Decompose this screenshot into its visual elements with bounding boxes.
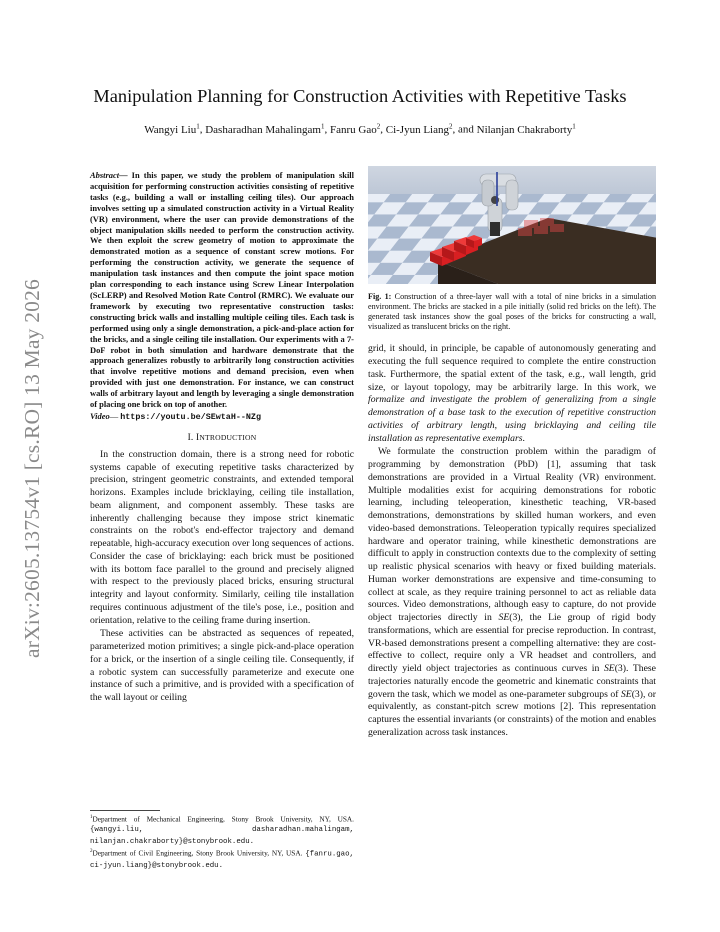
intro-paragraph: In the construction domain, there is a strong need for robotic systems capable of executing repetitive tasks characterized by precision, stringent geometric constraints, and extended temporal horizons. Examples include bricklaying, ceiling tile installation, beam alignment, and component assembly. These tasks are inherently challenging because they impose strict kinematic constraints on the robot's end-effector trajectory and demand repeatable, high-accuracy execution over long sequences of actions. Consider the case of bricklaying: each brick must be positioned with its bottom face parallel to the ground and precisely aligned with respect to the previously placed bricks, ensuring structural integrity and layout conformity. Similarly, ceiling tile installation requires continuous adjustment of the tile's pose, i.e., position and orientation, relative to the ceiling frame during insertion. — [90, 448, 354, 626]
simulation-scene — [368, 166, 656, 284]
intro-paragraph: These activities can be abstracted as sequences of repeated, parameterized motion primitives; a single pick-and-place operation for a brick, or the insertion of a single ceiling tile. Consequently, if a robotic system can successfully parameterize and execute one instance of such a primitive, and is provided with a specification of the wall layout or ceiling — [90, 628, 354, 704]
paper-title: Manipulation Planning for Construction Activities with Repetitive Tasks — [93, 86, 627, 106]
right-column — [368, 166, 656, 740]
arxiv-identifier: arXiv:2605.13754v1 [cs.RO] 13 May 2026 — [20, 278, 45, 658]
author: Ci-Jyun Liang$^2$ — [385, 122, 453, 136]
author-list: Wangyi Liu$^1$, Dasharadhan Mahalingam$^1$, Fanru Gao$^2$, Ci-Jyun Liang$^2$, and Nilanjan Chakraborty$^1$ — [144, 122, 576, 136]
footnote-rule — [90, 810, 160, 811]
author: Fanru Gao$^2$ — [329, 122, 381, 136]
figure-1-simulation-image — [368, 166, 656, 284]
footnote-email-2: {fanru.gao, ci-jyun.liang}@stonybrook.edu. — [90, 850, 354, 871]
left-column — [90, 170, 354, 705]
author: Dasharadhan Mahalingam$^1$ — [205, 122, 325, 136]
arxiv-stamp — [18, 258, 48, 678]
video-url-link[interactable]: https://youtu.be/SEwtaH--NZg — [120, 411, 261, 422]
footnote-affiliation-1: $^1$Department of Mechanical Engineering, Stony Brook University, NY, USA. {wangyi.liu, dasharadhan.mahalingam, nilanjan.chakraborty}@stonybrook.edu. — [90, 814, 354, 846]
abstract: Abstract— In this paper, we study the problem of manipulation skill acquisition for performing construction activities consisting of repetitive tasks (e.g., building a wall or installing ceiling tiles). Our approach involves setting up a simulated construction activity in a Virtual Reality (VR) environment, where the user can provide demonstrations of the object manipulation skills needed to perform the construction activity. We then exploit the screw geometry of motion to approximate the demonstrated motion as a sequence of constant screw motions. For performing the construction activity, we generate the sequence of manipulation task instances and then compute the joint space motion plan corresponding to each instance using Screw Linear Interpolation (ScLERP) and Resolved Motion Rate Control (RMRC). We evaluate our framework by executing two representative construction tasks: constructing brick walls and installing multiple ceiling tiles. Each task is performed using only a single demonstration, a pick-and-place action for the bricks, and a single ceiling tile installation. Our experiments with a 7-DoF robot in both simulation and hardware demonstrate that the approach generalizes robustly to arbitrarily long construction activities that involve repetitive motions and demand precision, even when provided with just one demonstration. For instance, we can construct walls of arbitrary layout and length by leveraging a single demonstration of placing one brick on top of another. — [90, 170, 354, 410]
footnote-affiliation-2: $^2$Department of Civil Engineering, Stony Brook University, NY, USA. {fanru.gao, ci-jyun.liang}@stonybrook.edu. — [90, 848, 354, 871]
body-paragraph: grid, it should, in principle, be capable of autonomously generating and executing the full sequence required to complete the entire construction task. Furthermore, the spatial extent of the task, e.g., wall length, grid size, or layout topology, may be arbitrarily large. In this work, we formalize and investigate the problem of generalizing from a single demonstration of a base task to the execution of repetitive construction activities of arbitrary length, using bricklaying and ceiling tile installation as representative exemplars. — [368, 343, 656, 444]
author: Nilanjan Chakraborty$^1$ — [476, 122, 576, 136]
video-link-line: Video— https://youtu.be/SEwtaH--NZg — [90, 410, 261, 422]
author: Wangyi Liu$^1$ — [144, 122, 200, 136]
body-paragraph: We formulate the construction problem within the paradigm of programming by demonstration (PbD) [1], assuming that task demonstrations are provided in a Virtual Reality (VR) environment. Multiple modalities exist for acquiring demonstrations for robotic learning, including teleoperation, kinesthetic teaching, VR-based demonstrations, demonstrations by skilled human workers, and even video-based demonstrations. Teleoperation typically requires specialized hardware and operator training, while kinesthetic demonstrations are difficult to apply in construction contexts due to the complexity of setting up realistic physical scenarios with heavy or fixed building materials. Human worker demonstrations are expensive and time-consuming to collect at scale, as they require training personnel to act as reliable data sources. Video demonstrations, although easy to capture, do not provide object trajectories directly in SE(3), the Lie group of rigid body transformations, which are essential for precise reproduction. In contrast, VR-based demonstrations present a compelling alternative: they are cost-effective to collect, require only a VR headset and controllers, and directly yield object trajectories as continuous curves in SE(3). These trajectories naturally encode the geometric and kinematic constraints that govern the task, which we model as one-parameter subgroups of SE(3), or equivalently, as constant-pitch screw motions [2]. This representation captures the essential invariants (or constraints) of the motion and enables generalization across task instances. — [368, 446, 656, 738]
footnotes — [90, 810, 354, 872]
figure-1-caption: Fig. 1: Construction of a three-layer wall with a total of nine bricks in a simulation environment. The bricks are stacked in a pile initially (solid red bricks on the left). The generated task instances show the goal poses of the bricks for constructing a wall, visualized as translucent bricks on the right. — [368, 292, 656, 332]
footnote-email-1: {wangyi.liu, dasharadhan.mahalingam, nilanjan.chakraborty}@stonybrook.edu. — [90, 826, 354, 846]
section-heading-introduction: I. INTRODUCTION — [187, 432, 257, 443]
